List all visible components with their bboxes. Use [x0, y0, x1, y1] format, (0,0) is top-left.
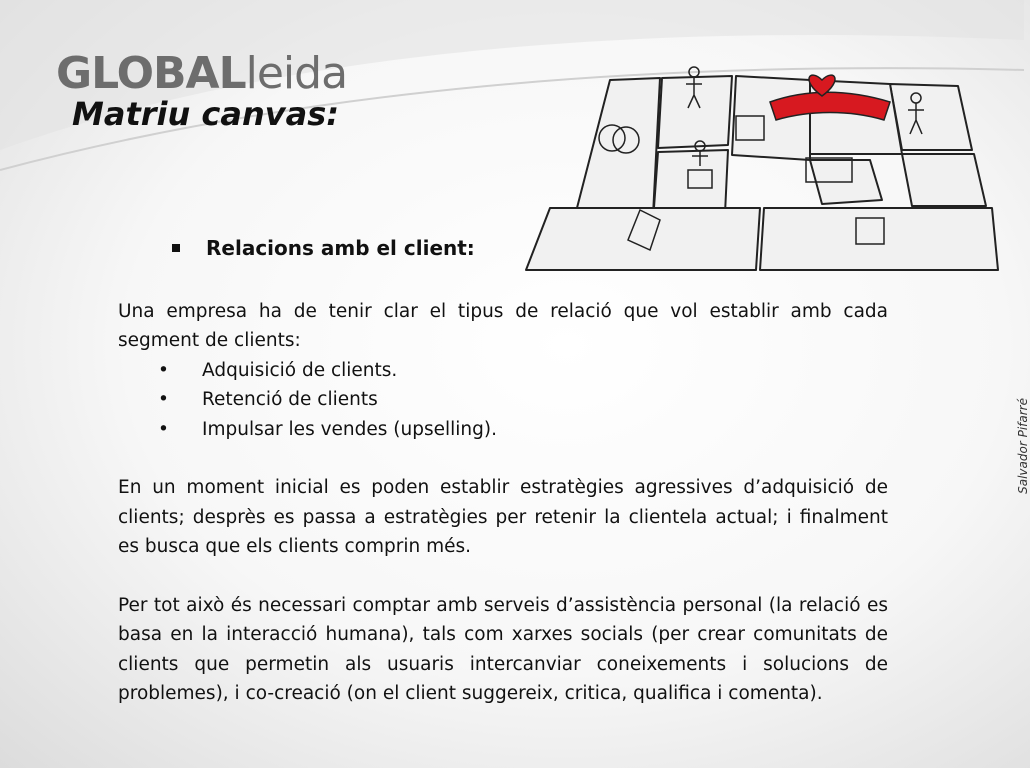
bullet-icon: • — [158, 418, 169, 440]
list-item: • Retenció de clients — [158, 385, 888, 414]
list-item: • Impulsar les vendes (upselling). — [158, 415, 888, 444]
square-bullet-icon — [172, 244, 180, 252]
list-item: • Adquisició de clients. — [158, 356, 888, 385]
image-credit: Salvador Pifarré — [1016, 398, 1030, 494]
globalleida-logo: GLOBALleida — [56, 48, 348, 99]
bullet-list — [118, 356, 888, 444]
intro-paragraph: Una empresa ha de tenir clar el tipus de relació que vol establir amb cada segment de clients: — [118, 301, 888, 352]
body-text — [118, 297, 888, 709]
bullet-icon: • — [158, 389, 169, 411]
bullet-icon: • — [158, 359, 169, 381]
section-title: Relacions amb el client: — [206, 236, 475, 260]
paragraph-strategies: En un moment inicial es poden establir estratègies agressives d’adquisició de clients; desprès es passa a estratègies per retenir la clientela actual; i finalment es busca que els clients comprin més. — [118, 477, 888, 558]
business-model-canvas-illustration — [510, 50, 1010, 278]
section-heading — [172, 236, 475, 260]
page-title: Matriu canvas: — [72, 95, 340, 133]
paragraph-services: Per tot això és necessari comptar amb serveis d’assistència personal (la relació es basa en la interacció humana), tals com xarxes socials (per crear comunitats de clients que permetin als usuaris intercanviar coneixements i solucions de problemes), i co-creació (on el client suggereix, critica, qualifica i comenta). — [118, 595, 888, 705]
